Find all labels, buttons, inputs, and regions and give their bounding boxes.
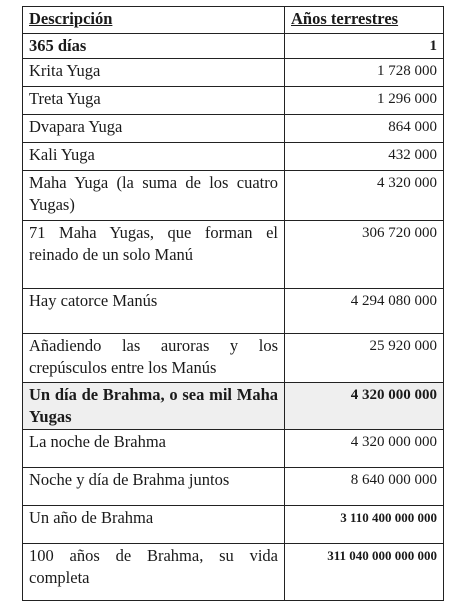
row-value: 4 294 080 000 <box>285 289 444 334</box>
header-earth-years: Años terrestres <box>285 7 444 34</box>
row-description: Treta Yuga <box>23 87 285 115</box>
row-value: 8 640 000 000 <box>285 468 444 506</box>
row-description: Noche y día de Brahma juntos <box>23 468 285 506</box>
row-value: 1 296 000 <box>285 87 444 115</box>
row-description: Añadiendo las auroras y los crepúsculos entre los Manús <box>23 334 285 383</box>
table-row <box>23 115 444 143</box>
row-value: 4 320 000 000 <box>285 383 444 430</box>
row-description: 365 días <box>23 34 285 59</box>
row-description: Hay catorce Manús <box>23 289 285 334</box>
table-row <box>23 430 444 468</box>
table-row <box>23 34 444 59</box>
row-value: 1 728 000 <box>285 59 444 87</box>
table-row <box>23 87 444 115</box>
table-row <box>23 544 444 601</box>
row-description: Maha Yuga (la suma de los cuatro Yugas) <box>23 171 285 221</box>
table-row <box>23 221 444 289</box>
table-row <box>23 143 444 171</box>
row-value: 4 320 000 000 <box>285 430 444 468</box>
table-row <box>23 59 444 87</box>
row-value: 1 <box>285 34 444 59</box>
row-value: 864 000 <box>285 115 444 143</box>
table-row <box>23 289 444 334</box>
row-description: 71 Maha Yugas, que forman el reinado de un solo Manú <box>23 221 285 289</box>
row-description: 100 años de Brahma, su vida completa <box>23 544 285 601</box>
row-value: 432 000 <box>285 143 444 171</box>
row-description: Un día de Brahma, o sea mil Maha Yugas <box>23 383 285 430</box>
row-description: Dvapara Yuga <box>23 115 285 143</box>
yuga-table <box>22 6 444 601</box>
row-description: Krita Yuga <box>23 59 285 87</box>
table-row <box>23 468 444 506</box>
row-value: 4 320 000 <box>285 171 444 221</box>
table-row <box>23 171 444 221</box>
row-value: 25 920 000 <box>285 334 444 383</box>
row-description: La noche de Brahma <box>23 430 285 468</box>
row-description: Kali Yuga <box>23 143 285 171</box>
table-row <box>23 383 444 430</box>
header-row <box>23 7 444 34</box>
table-row <box>23 506 444 544</box>
header-description: Descripción <box>23 7 285 34</box>
row-value: 3 110 400 000 000 <box>285 506 444 544</box>
row-value: 311 040 000 000 000 <box>285 544 444 601</box>
row-description: Un año de Brahma <box>23 506 285 544</box>
table-row <box>23 334 444 383</box>
row-value: 306 720 000 <box>285 221 444 289</box>
